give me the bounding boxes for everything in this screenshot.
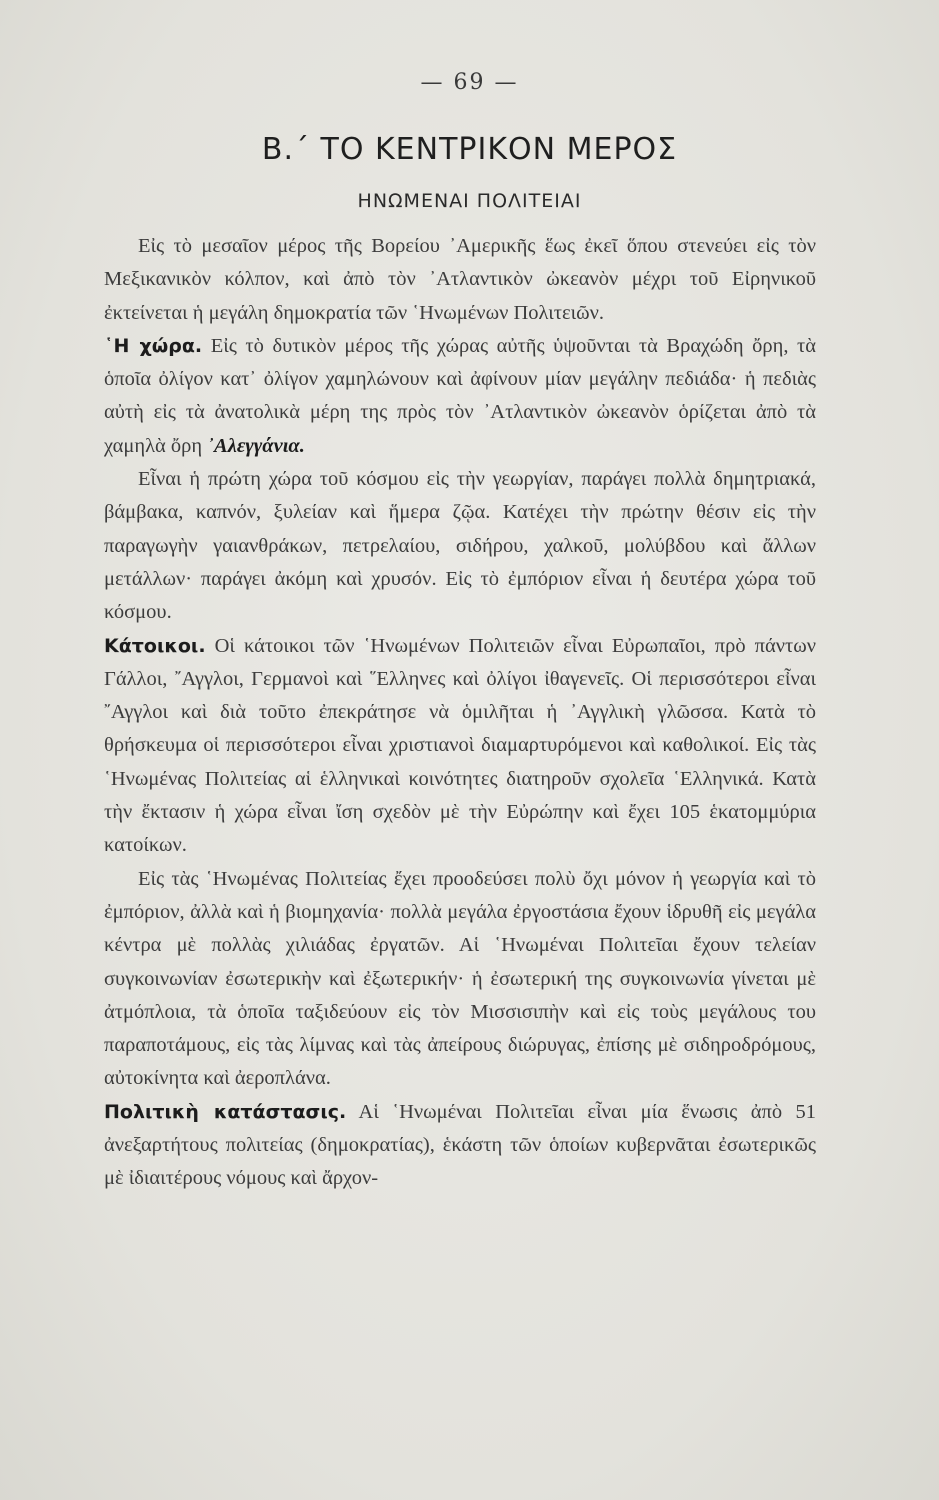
page-number: — 69 — [420, 70, 519, 95]
paragraph-progress [104, 863, 816, 1096]
inhabitants-heading: Κάτοικοι. [104, 634, 206, 657]
section-title: ΗΝΩΜΕΝΑΙ ΠΟΛΙΤΕΙΑΙ [357, 190, 582, 212]
intro-text: Εἰς τὸ μεσαῖον μέρος τῆς Βορείου ᾿Αμερικῆς ἕως ἐκεῖ ὅπου στενεύει εἰς τὸν Μεξικανικὸν κόλπον, καὶ ἀπὸ τὸν ᾿Ατλαντικὸν ὠκεανὸν μέχρι τοῦ Εἰρηνικοῦ ἐκτείνεται ἡ μεγάλη δημοκρατία τῶν ῾Ηνωμένων Πολιτειῶν. [104, 235, 816, 324]
paragraph-land [104, 330, 816, 463]
chapter-title: Β.´ ΤΟ ΚΕΝΤΡΙΚΟΝ ΜΕΡΟΣ [261, 132, 678, 167]
land-text: Εἰς τὸ δυτικὸν μέρος τῆς χώρας αὐτῆς ὑψοῦνται τὰ Βραχώδη ὄρη, τὰ ὁποῖα ὀλίγον κατ᾿ ὀλίγον χαμηλώνουν καὶ ἀφίνουν μίαν μεγάλην πεδιάδα· ἡ πεδιὰς αὐτὴ εἰς τὰ ἀνατολικὰ μέρη της πρὸς τὸν ᾿Ατλαντικὸν ὠκεανὸν ὁρίζεται ἀπὸ τὰ χαμηλὰ ὄρη [104, 334, 817, 457]
politics-text: Αἱ ῾Ηνωμέναι Πολιτεῖαι εἶναι μία ἕνωσις ἀπὸ 51 ἀνεξαρτήτους πολιτείας (δημοκρατίας), ἑκάστη τῶν ὁποίων κυβερνᾶται ἐσωτερικῶς μὲ ἰδιαιτέρους νόμους καὶ ἄρχον- [104, 1100, 816, 1190]
inhabitants-text: Οἱ κάτοικοι τῶν ῾Ηνωμένων Πολιτειῶν εἶναι Εὐρωπαῖοι, πρὸ πάντων Γάλλοι, ῎Αγγλοι, Γερμανοὶ καὶ ῞Ελληνες καὶ ὀλίγοι ἰθαγενεῖς. Οἱ περισσότεροι εἶναι ῎Αγγλοι καὶ διὰ τοῦτο ἐπεκράτησε νὰ ὁμιλῆται ἡ ᾿Αγγλικὴ γλῶσσα. Κατὰ τὸ θρήσκευμα οἱ περισσότεροι εἶναι χριστιανοὶ διαμαρτυρόμενοι καὶ καθολικοί. Εἰς τὰς ῾Ηνωμένας Πολιτείας αἱ ἑλληνικαὶ κοινότητες διατηροῦν σχολεῖα ῾Ελληνικά. Κατὰ τὴν ἔκτασιν ἡ χώρα εἶναι ἴση σχεδὸν μὲ τὴν Εὐρώπην καὶ ἔχει 105 ἑκατομμύρια κατοίκων. [104, 634, 817, 857]
paragraph-intro [104, 230, 816, 330]
land-mountains: ᾿Αλεγγάνια. [207, 434, 305, 457]
paragraph-economy [104, 463, 816, 629]
paragraph-politics [104, 1096, 816, 1196]
paragraph-inhabitants [104, 630, 816, 863]
body-text [104, 230, 816, 1196]
progress-text: Εἰς τὰς ῾Ηνωμένας Πολιτείας ἔχει προοδεύσει πολὺ ὄχι μόνον ἡ γεωργία καὶ τὸ ἐμπόριον, ἀλλὰ καὶ ἡ βιομηχανία· πολλὰ μεγάλα ἐργοστάσια ἔχουν ἱδρυθῆ εἰς μεγάλα κέντρα μὲ πολλὰς χιλιάδας ἐργατῶν. Αἱ ῾Ηνωμέναι Πολιτεῖαι ἔχουν τελείαν συγκοινωνίαν ἐσωτερικὴν καὶ ἐξωτερικήν· ἡ ἐσωτερική της συγκοινωνία γίνεται μὲ ἀτμόπλοια, τὰ ὁποῖα ταξιδεύουν εἰς τὸν Μισσισιπὴν καὶ εἰς τοὺς μεγάλους του παραποτάμους, εἰς τὰς λίμνας καὶ τὰς ἀπείρους διώρυγας, ἐπίσης μὲ σιδηροδρόμους, αὐτοκίνητα καὶ ἀεροπλάνα. [104, 867, 816, 1090]
politics-heading: Πολιτικὴ κατάστασις. [104, 1100, 347, 1123]
economy-text: Εἶναι ἡ πρώτη χώρα τοῦ κόσμου εἰς τὴν γεωργίαν, παράγει πολλὰ δημητριακά, βάμβακα, καπνόν, ξυλείαν καὶ ἥμερα ζῷα. Κατέχει τὴν πρώτην θέσιν εἰς τὴν παραγωγὴν γαιανθράκων, πετρελαίου, σιδήρου, χαλκοῦ, μολύβδου καὶ ἄλλων μετάλλων· παράγει ἀκόμη καὶ χρυσόν. Εἰς τὸ ἐμπόριον εἶναι ἡ δευτέρα χώρα τοῦ κόσμου. [104, 468, 816, 624]
land-heading: ῾Η χώρα. [104, 334, 203, 357]
